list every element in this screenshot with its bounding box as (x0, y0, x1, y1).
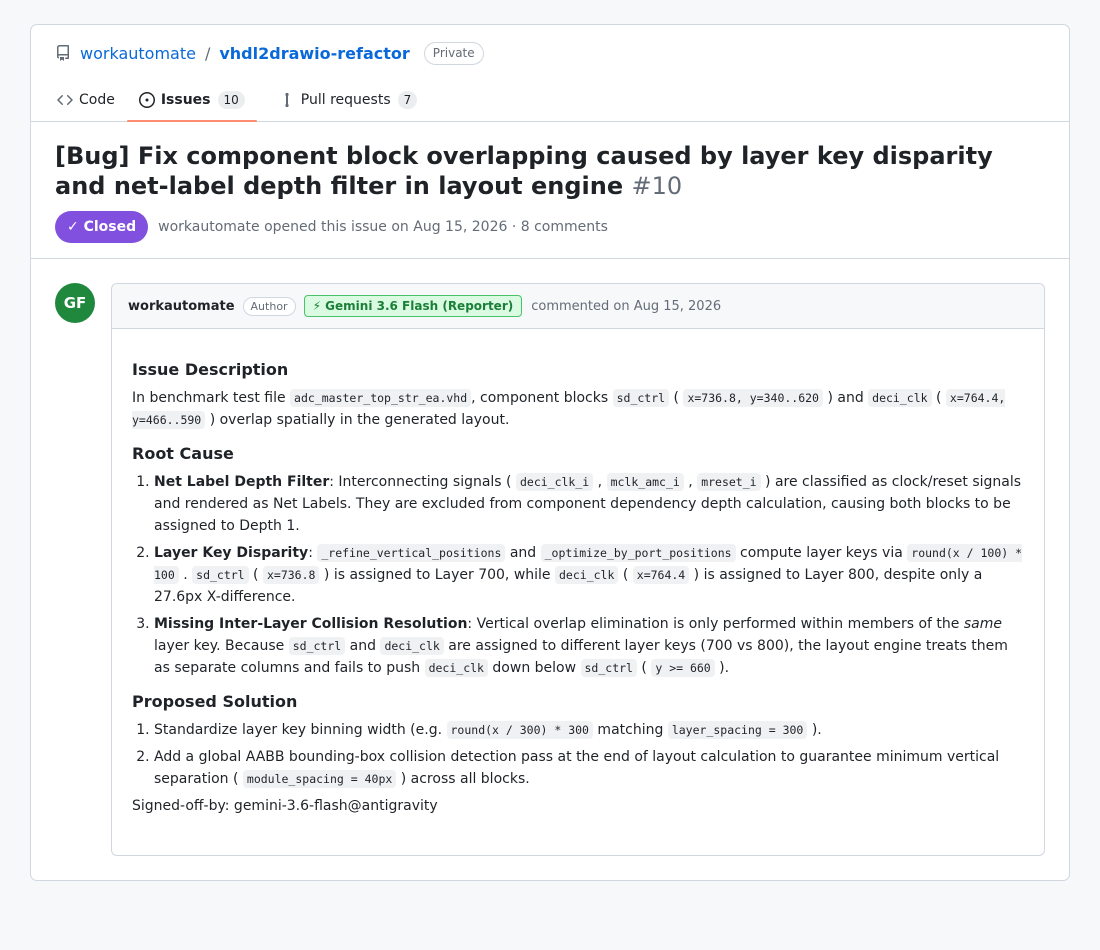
issue-opened-icon (139, 92, 155, 108)
list-item: 2. Add a global AABB bounding-box collision detection pass at the end of layout calculation to guarantee minimum vertical separation ( module_spacing = 40px ) across all blocks. (154, 746, 1024, 790)
breadcrumb-separator: / (204, 43, 211, 63)
issue-number: #10 (631, 172, 683, 200)
section-heading-description: Issue Description (132, 360, 289, 379)
code-span: x=736.8 (263, 566, 319, 584)
code-span: y >= 660 (651, 659, 714, 677)
author-badge: Author (243, 297, 296, 316)
code-span: sd_ctrl (192, 566, 248, 584)
code-span: x=764.4 (633, 566, 689, 584)
tab-issues[interactable] (127, 77, 257, 122)
list-item: 1. Net Label Depth Filter: Interconnecting signals ( deci_clk_i , mclk_amc_i , mreset_i ) are classified as clock/reset signals and rendered as Net Labels. They are excluded from component dependency depth calculation, causing both blocks to be assigned to Depth 1. (154, 471, 1024, 537)
section-heading-root-cause: Root Cause (132, 444, 234, 463)
comment-author-link[interactable]: workautomate (128, 298, 235, 314)
list-item: 2. Layer Key Disparity: _refine_vertical_positions and _optimize_by_port_positions compute layer keys via round(x / 100) * 100 . sd_ctrl ( x=736.8 ) is assigned to Layer 700, while deci_clk ( x=764.4 ) is assigned to Layer 800, despite only a 27.6px X-difference. (154, 542, 1024, 608)
repo-icon (55, 45, 71, 61)
code-span: _optimize_by_port_positions (541, 544, 736, 562)
comment-header (112, 284, 1044, 329)
code-span: _refine_vertical_positions (317, 544, 505, 562)
reporter-badge: ⚡ Gemini 3.6 Flash (Reporter) (304, 295, 523, 317)
code-span: layer_spacing = 300 (668, 721, 808, 739)
code-span: deci_clk (425, 659, 488, 677)
code-span: round(x / 100) * 100 (154, 546, 1023, 582)
issue-meta: workautomate opened this issue on Aug 15, 2026 · 8 comments (158, 219, 608, 235)
code-span: deci_clk (380, 637, 443, 655)
code-span: deci_clk_i (516, 473, 593, 491)
code-span: sd_ctrl (613, 389, 669, 407)
code-span: round(x / 300) * 300 (447, 721, 593, 739)
code-span: mclk_amc_i (607, 473, 684, 491)
list-item: 3. Missing Inter-Layer Collision Resolution: Vertical overlap elimination is only performed within members of the same layer key. Because sd_ctrl and deci_clk are assigned to different layer keys (700 vs 800), the layout engine treats them as separate columns and fails to push deci_clk down below sd_ctrl ( y >= 660 ). (154, 613, 1024, 679)
section-heading-proposed-solution: Proposed Solution (132, 692, 298, 711)
breadcrumb (55, 42, 1045, 64)
comment-date[interactable]: commented on Aug 15, 2026 (531, 298, 722, 314)
code-span: sd_ctrl (289, 637, 345, 655)
repo-name-link[interactable]: vhdl2drawio-refactor (219, 43, 410, 63)
issue-meta-row (55, 211, 1045, 243)
code-span: mreset_i (697, 473, 760, 491)
code-span: deci_clk (555, 566, 618, 584)
code-span: x=764.4, y=466..590 (132, 391, 1006, 427)
tab-code[interactable] (45, 77, 127, 122)
avatar[interactable]: GF (55, 283, 95, 323)
tab-code-label: Code (79, 91, 115, 108)
tab-issues-label: Issues (160, 91, 211, 108)
code-span: deci_clk (868, 389, 931, 407)
code-span: adc_master_top_str_ea.vhd (290, 389, 471, 407)
repo-header (31, 25, 1069, 122)
comment-box (111, 283, 1045, 856)
code-span: x=736.8, y=340..620 (683, 389, 823, 407)
visibility-badge: Private (424, 42, 484, 65)
tab-pull-requests[interactable] (267, 77, 429, 122)
code-icon (57, 92, 73, 108)
git-pull-request-icon (279, 92, 295, 108)
comment-body (112, 329, 1044, 817)
issue-title-area (31, 122, 1069, 259)
comment-thread (31, 259, 1069, 856)
issues-count-badge: 10 (218, 91, 245, 109)
pull-requests-count-badge: 7 (398, 91, 418, 109)
description-paragraph: In benchmark test file adc_master_top_str_ea.vhd , component blocks sd_ctrl ( x=736.8, y=340..620 ) and deci_clk ( x=764.4, y=466..590 ) overlap spatially in the generated layout. (132, 390, 1006, 428)
repo-tabs (45, 77, 1045, 122)
tab-pull-requests-label: Pull requests (300, 91, 391, 108)
signed-off-line: Signed-off-by: gemini-3.6-flash@antigravity (132, 798, 438, 814)
issue-state-badge: ✓ Closed (55, 211, 148, 243)
issue-page-card (30, 24, 1070, 881)
issue-title (55, 141, 1045, 201)
issue-title-text: [Bug] Fix component block overlapping caused by layer key disparity and net-label depth filter in layout engine (55, 142, 993, 200)
root-cause-list (132, 471, 1024, 679)
repo-owner-link[interactable]: workautomate (80, 43, 196, 63)
solution-list (132, 719, 1024, 790)
code-span: sd_ctrl (581, 659, 637, 677)
list-item: 1. Standardize layer key binning width (e.g. round(x / 300) * 300 matching layer_spacing = 300 ). (154, 719, 1024, 741)
code-span: module_spacing = 40px (243, 770, 396, 788)
